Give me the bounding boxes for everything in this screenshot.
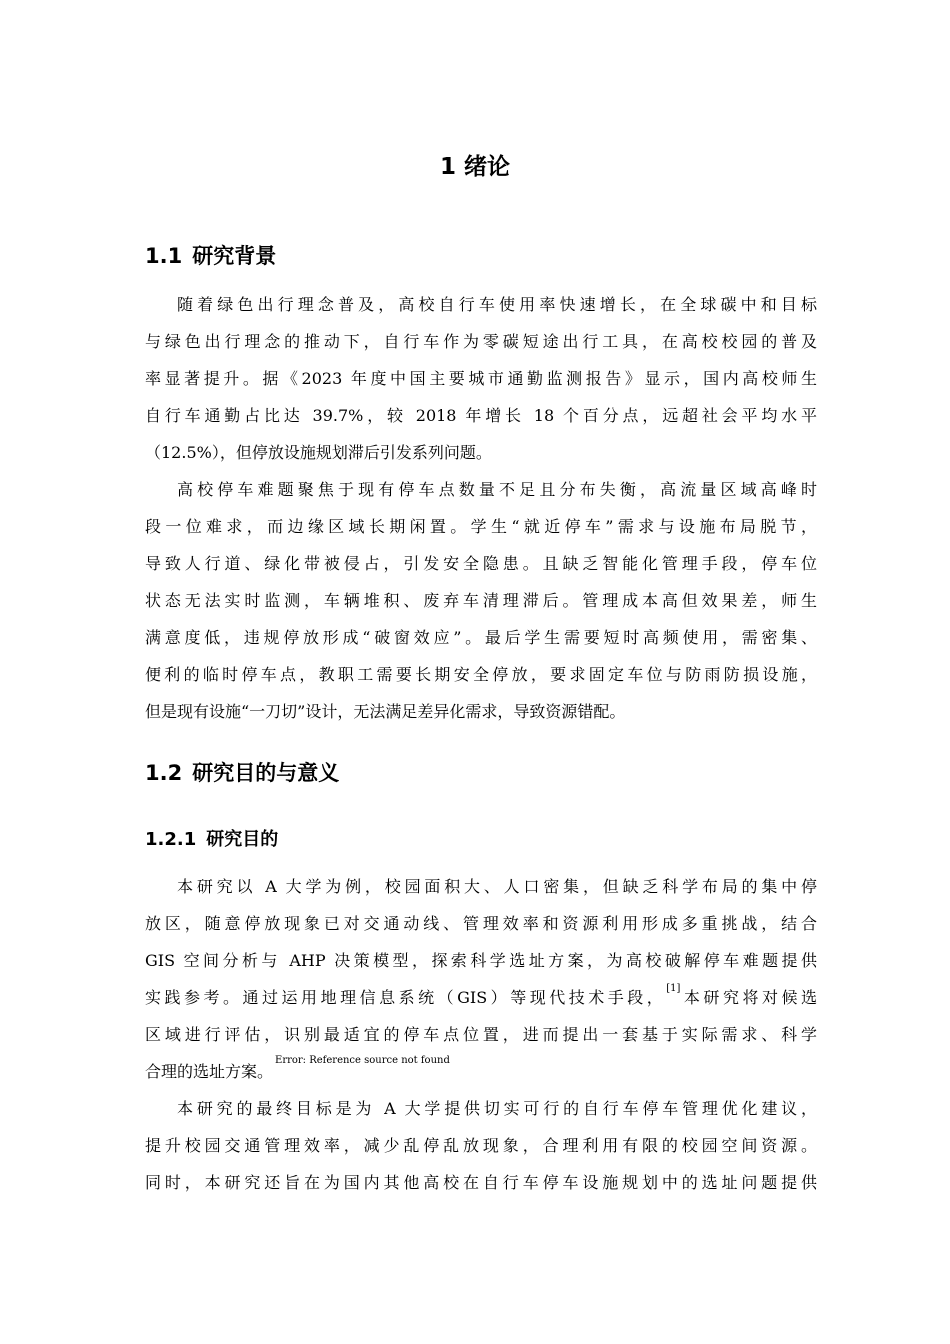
text-line: 满意度低，违规停放形成“破窗效应”。最后学生需要短时高频使用，需密集、 <box>145 628 817 647</box>
text-line: GIS 空间分析与 AHP 决策模型，探索科学选址方案，为高校破解停车难题提供 <box>145 951 817 970</box>
section-number: 1.2 <box>145 761 183 785</box>
text-line: 本研究以 A 大学为例，校园面积大、人口密集，但缺乏科学布局的集中停 <box>177 877 817 896</box>
text-line: 自行车通勤占比达 39.7%，较 2018 年增长 18 个百分点，远超社会平均水平 <box>145 406 817 425</box>
section-title: 研究目的与意义 <box>192 761 340 785</box>
text-line: 区域进行评估，识别最适宜的停车点位置，进而提出一套基于实际需求、科学 <box>145 1025 817 1044</box>
section-number: 1.2.1 <box>145 829 197 850</box>
text-line: 便利的临时停车点，教职工需要长期安全停放，要求固定车位与防雨防损设施， <box>145 665 817 684</box>
section-heading-1-2 <box>145 757 339 789</box>
paragraph-purpose-1 <box>145 874 817 1096</box>
text-line: 随着绿色出行理念普及，高校自行车使用率快速增长，在全球碳中和目标 <box>177 295 817 314</box>
reference-error-field: Error: Reference source not found <box>275 1055 450 1066</box>
text-line: 提升校园交通管理效率，减少乱停乱放现象，合理利用有限的校园空间资源。 <box>145 1136 817 1155</box>
text-line: 状态无法实时监测，车辆堆积、废弃车清理滞后。管理成本高但效果差，师生 <box>145 591 817 610</box>
paragraph-purpose-2 <box>145 1096 817 1207</box>
text-segment: 合理的选址方案。 <box>145 1062 274 1081</box>
paragraph-background-1 <box>145 292 817 477</box>
text-line-with-error <box>145 1055 817 1096</box>
text-line: 放区，随意停放现象已对交通动线、管理效率和资源利用形成多重挑战，结合 <box>145 914 817 933</box>
text-line-with-citation <box>145 985 817 1022</box>
text-segment: 本研究将对候选 <box>680 988 817 1007</box>
text-line: 但是现有设施“一刀切”设计，无法满足差异化需求，导致资源错配。 <box>145 702 626 721</box>
text-line: 本研究的最终目标是为 A 大学提供切实可行的自行车停车管理优化建议， <box>177 1099 817 1118</box>
text-line: 同时，本研究还旨在为国内其他高校在自行车停车设施规划中的选址问题提供 <box>145 1173 817 1192</box>
section-title: 研究目的 <box>206 829 279 850</box>
text-line: （12.5%），但停放设施规划滞后引发系列问题。 <box>145 443 492 462</box>
text-line: 导致人行道、绿化带被侵占，引发安全隐患。且缺乏智能化管理手段，停车位 <box>145 554 817 573</box>
section-heading-1-2-1 <box>145 824 278 856</box>
section-title: 研究背景 <box>192 244 277 268</box>
section-number: 1.1 <box>145 244 183 268</box>
section-heading-1-1 <box>145 240 276 272</box>
text-line: 与绿色出行理念的推动下，自行车作为零碳短途出行工具，在高校校园的普及 <box>145 332 817 351</box>
text-line: 段一位难求，而边缘区域长期闲置。学生“就近停车”需求与设施布局脱节， <box>145 517 817 536</box>
text-line: 高校停车难题聚焦于现有停车点数量不足且分布失衡，高流量区域高峰时 <box>177 480 817 499</box>
citation-mark[interactable]: [1] <box>666 983 681 994</box>
text-segment: 实践参考。通过运用地理信息系统（GIS）等现代技术手段， <box>145 988 667 1007</box>
chapter-title: 1 绪论 <box>439 154 510 180</box>
text-line: 率显著提升。据《2023 年度中国主要城市通勤监测报告》显示，国内高校师生 <box>145 369 817 388</box>
paragraph-background-2 <box>145 477 817 736</box>
